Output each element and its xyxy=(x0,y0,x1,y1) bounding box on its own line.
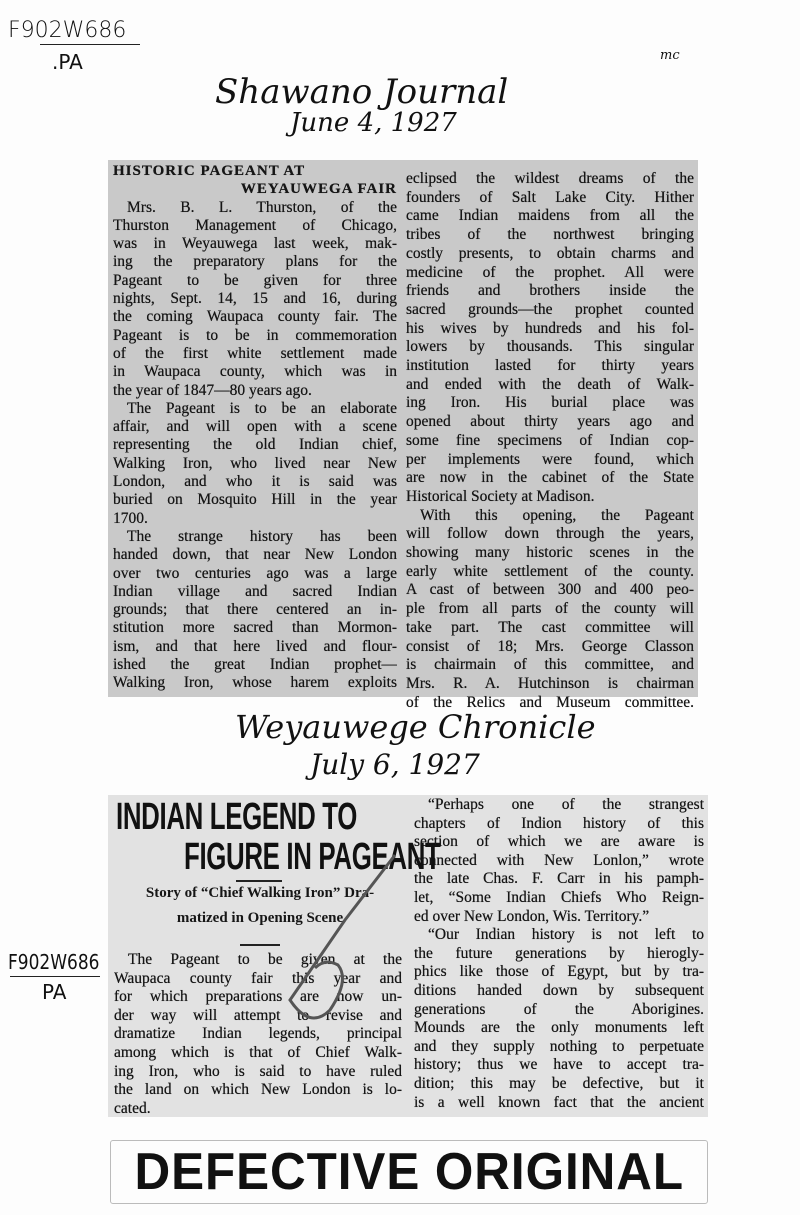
catalog-number-top: F902W686 xyxy=(8,18,127,43)
text-line: of the Relics and Museum committee. xyxy=(406,693,694,711)
text-line: dition; this may be defective, but it xyxy=(414,1074,704,1092)
article2-column2 xyxy=(414,796,704,1112)
text-line: The Pageant to be given at the xyxy=(128,951,402,968)
catalog-side-underline xyxy=(10,976,100,977)
text-line: came Indian maidens from all the xyxy=(406,207,694,225)
text-line: are now in the cabinet of the State xyxy=(406,469,694,487)
article2-headline-line1: INDIAN LEGEND TO xyxy=(116,796,358,838)
text-line: chapters of Indion history of this xyxy=(414,814,704,832)
text-line: for which preparations are now un- xyxy=(114,988,402,1006)
text-line: ed over New London, Wis. Territory.” xyxy=(414,907,650,925)
text-line: The strange history has been xyxy=(127,527,397,545)
text-line: dramatize Indian legends, principal xyxy=(114,1025,402,1043)
text-line: per implements were found, which xyxy=(406,450,694,468)
text-line: ism, and that here lived and flour- xyxy=(113,637,397,655)
text-line: over two centuries ago was a large xyxy=(113,564,397,582)
text-line: sacred grounds—the prophet counted xyxy=(406,300,694,318)
text-line: the future generations by hierogly- xyxy=(414,944,704,962)
text-line: phics like those of Egypt, but by tra- xyxy=(414,963,704,981)
text-line: the coming Waupaca county fair. The xyxy=(113,308,397,326)
text-line: Waupaca county fair this year and xyxy=(114,969,402,987)
text-line: Mounds are the only monuments left xyxy=(414,1019,704,1037)
text-line: ing Iron, who is said to have ruled xyxy=(114,1062,402,1080)
text-line: showing many historic scenes in the xyxy=(406,544,694,562)
text-line: nights, Sept. 14, 15 and 16, during xyxy=(113,290,397,308)
text-line: take part. The cast committee will xyxy=(406,618,694,636)
text-line: let, “Some Indian Chiefs Who Reign- xyxy=(414,888,704,906)
text-line: stitution more sacred than Mormon- xyxy=(113,619,397,637)
text-line: institution lasted for thirty years xyxy=(406,357,694,375)
article2-subhead-line1: Story of “Chief Walking Iron” Dra- xyxy=(145,885,375,901)
text-line: of the first white settlement made xyxy=(113,344,397,362)
text-line: history; thus we have to accept tra- xyxy=(414,1056,704,1074)
source1-date: June 4, 1927 xyxy=(290,108,457,138)
catalog-underline xyxy=(40,44,140,45)
text-line: early white settlement of the county. xyxy=(406,562,694,580)
text-line: grounds; that there centered an in- xyxy=(113,601,397,619)
text-line: The Pageant is to be an elaborate xyxy=(127,399,397,417)
catalog-suffix-side: PA xyxy=(42,980,67,1004)
text-line: is a well known fact that the ancient xyxy=(414,1093,704,1111)
text-line: Historical Society at Madison. xyxy=(406,487,595,505)
text-line: is chairmain of this committee, and xyxy=(406,656,694,674)
text-line: Walking Iron, who lived near New xyxy=(113,454,397,472)
article1-column1 xyxy=(113,162,397,693)
article1-headline-line2: WEYAUWEGA FAIR xyxy=(240,181,397,198)
defective-original-stamp xyxy=(110,1140,708,1204)
source2-name: Weyauwege Chronicle xyxy=(235,708,596,746)
article1-column2 xyxy=(406,170,694,712)
text-line: “Perhaps one of the strangest xyxy=(428,796,704,813)
text-line: tribes of the northwest bringing xyxy=(406,226,694,244)
article1-headline-line1: HISTORIC PAGEANT AT xyxy=(113,163,306,179)
stamp-text: DEFECTIVE ORIGINAL xyxy=(134,1143,684,1201)
source1-name: Shawano Journal xyxy=(215,72,509,112)
text-line: will follow down through the years, xyxy=(406,525,694,543)
text-line: Mrs. B. L. Thurston, of the xyxy=(127,198,397,216)
article2-headline-line2: FIGURE IN PAGEANT xyxy=(184,836,441,878)
text-line: costly presents, to obtain charms and xyxy=(406,244,694,262)
text-line: ing the preparatory plans for the xyxy=(113,253,397,271)
text-line: in Waupaca county, which was in xyxy=(113,363,397,381)
text-line: Thurston Management of Chicago, xyxy=(113,216,397,234)
text-line: cated. xyxy=(114,1099,151,1117)
text-line: Pageant is to be in commemoration xyxy=(113,326,397,344)
text-line: London, and who it is said was xyxy=(113,473,397,491)
text-line: Walking Iron, whose harem exploits xyxy=(113,674,397,692)
text-line: Pageant to be given for three xyxy=(113,271,397,289)
text-line: affair, and will open with a scene xyxy=(113,418,397,436)
text-line: founders of Salt Lake City. Hither xyxy=(406,188,694,206)
text-line: der way will attempt to revise and xyxy=(114,1006,402,1024)
text-line: lowers by thousands. This singular xyxy=(406,338,694,356)
text-line: A cast of between 300 and 400 peo- xyxy=(406,581,694,599)
text-line: ditions handed down by subsequent xyxy=(414,981,704,999)
text-line: among which is that of Chief Walk- xyxy=(114,1043,402,1061)
text-line: With this opening, the Pageant xyxy=(420,506,694,524)
text-line: generations of the Aborigines. xyxy=(414,1000,704,1018)
text-line: Indian village and sacred Indian xyxy=(113,582,397,600)
text-line: the late Chas. F. Carr in his pamph- xyxy=(414,870,704,888)
text-line: section of which we are aware is xyxy=(414,833,704,851)
text-line: Mrs. R. A. Hutchinson is chairman xyxy=(406,674,694,692)
text-line: 1700. xyxy=(113,509,148,527)
text-line: the year of 1847—80 years ago. xyxy=(113,381,312,399)
text-line: friends and brothers inside the xyxy=(406,282,694,300)
text-line: consist of 18; Mrs. George Classon xyxy=(406,637,694,655)
text-line: opened about thirty years ago and xyxy=(406,413,694,431)
text-line: eclipsed the wildest dreams of the xyxy=(406,170,694,187)
text-line: his wives by hundreds and his fol- xyxy=(406,319,694,337)
text-line: ished the great Indian prophet— xyxy=(113,656,397,674)
text-line: ple from all parts of the county will xyxy=(406,600,694,618)
text-line: handed down, that near New London xyxy=(113,546,397,564)
text-line: and ended with the death of Walk- xyxy=(406,375,694,393)
text-line: representing the old Indian chief, xyxy=(113,436,397,454)
catalog-number-side: F902W686 xyxy=(8,950,100,974)
catalog-suffix-top: .PA xyxy=(52,50,83,74)
article2-subhead-line2: matized in Opening Scene xyxy=(176,910,344,926)
pen-mark xyxy=(250,840,410,1040)
text-line: was in Weyauwega last week, mak- xyxy=(113,235,397,253)
text-line: the land on which New London is lo- xyxy=(114,1081,402,1099)
source2-date: July 6, 1927 xyxy=(310,748,480,781)
text-line: medicine of the prophet. All were xyxy=(406,263,694,281)
text-line: and they supply nothing to perpetuate xyxy=(414,1037,704,1055)
initials: mc xyxy=(660,48,680,63)
text-line: some fine specimens of Indian cop- xyxy=(406,431,694,449)
text-line: buried on Mosquito Hill in the year xyxy=(113,491,397,509)
text-line: connected with New Lonlon,” wrote xyxy=(414,851,704,869)
text-line: ing Iron. His burial place was xyxy=(406,394,694,412)
text-line: “Our Indian history is not left to xyxy=(428,926,704,944)
